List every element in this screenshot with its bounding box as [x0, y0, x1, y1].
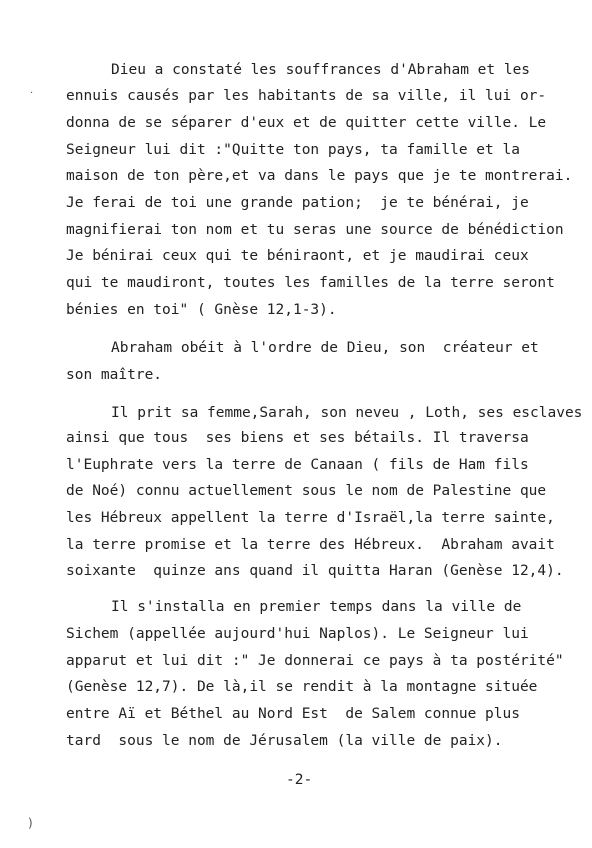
text-line: magnifierai ton nom et tu seras une source de bénédiction	[66, 222, 564, 238]
margin-dot-mark: ·	[30, 88, 34, 99]
text-line: de Noé) connu actuellement sous le nom de Palestine que	[66, 483, 547, 499]
text-line: Il s'installa en premier temps dans la ville de	[111, 599, 522, 615]
text-line: bénies en toi" ( Gnèse 12,1-3).	[66, 302, 337, 318]
text-line: Dieu a constaté les souffrances d'Abraham et les	[111, 62, 531, 78]
margin-paren-mark: )	[28, 816, 33, 830]
text-line: entre Aï et Béthel au Nord Est de Salem connue plus	[66, 706, 520, 722]
text-line: tard sous le nom de Jérusalem (la ville de paix).	[66, 733, 503, 749]
text-line: son maître.	[66, 367, 163, 383]
text-line: ennuis causés par les habitants de sa ville, il lui or-	[66, 88, 547, 104]
text-line: l'Euphrate vers la terre de Canaan ( fils de Ham fils	[66, 457, 529, 473]
text-line: qui te maudiront, toutes les familles de la terre seront	[66, 275, 555, 291]
text-line: soixante quinze ans quand il quitta Haran (Genèse 12,4).	[66, 563, 564, 579]
text-line: apparut et lui dit :" Je donnerai ce pays à ta postérité"	[66, 653, 564, 669]
text-line: maison de ton père,et va dans le pays que je te montrerai.	[66, 168, 573, 184]
page-number: -2-	[286, 772, 313, 788]
text-line: Abraham obéit à l'ordre de Dieu, son créateur et	[111, 340, 539, 356]
text-line: Je bénirai ceux qui te béniraont, et je maudirai ceux	[66, 248, 529, 264]
text-line: Je ferai de toi une grande pation; je te bénérai, je	[66, 195, 529, 211]
text-line: Sichem (appellée aujourd'hui Naplos). Le Seigneur lui	[66, 626, 529, 642]
text-line: donna de se séparer d'eux et de quitter cette ville. Le	[66, 115, 547, 131]
text-line: Il prit sa femme,Sarah, son neveu , Loth, ses esclaves	[111, 405, 583, 421]
text-line: la terre promise et la terre des Hébreux. Abraham avait	[66, 537, 555, 553]
text-line: Seigneur lui dit :"Quitte ton pays, ta famille et la	[66, 142, 520, 158]
text-line: (Genèse 12,7). De là,il se rendit à la montagne située	[66, 679, 538, 695]
text-line: les Hébreux appellent la terre d'Israël,la terre sainte,	[66, 510, 555, 526]
text-line: ainsi que tous ses biens et ses bétails. Il traversa	[66, 430, 529, 446]
